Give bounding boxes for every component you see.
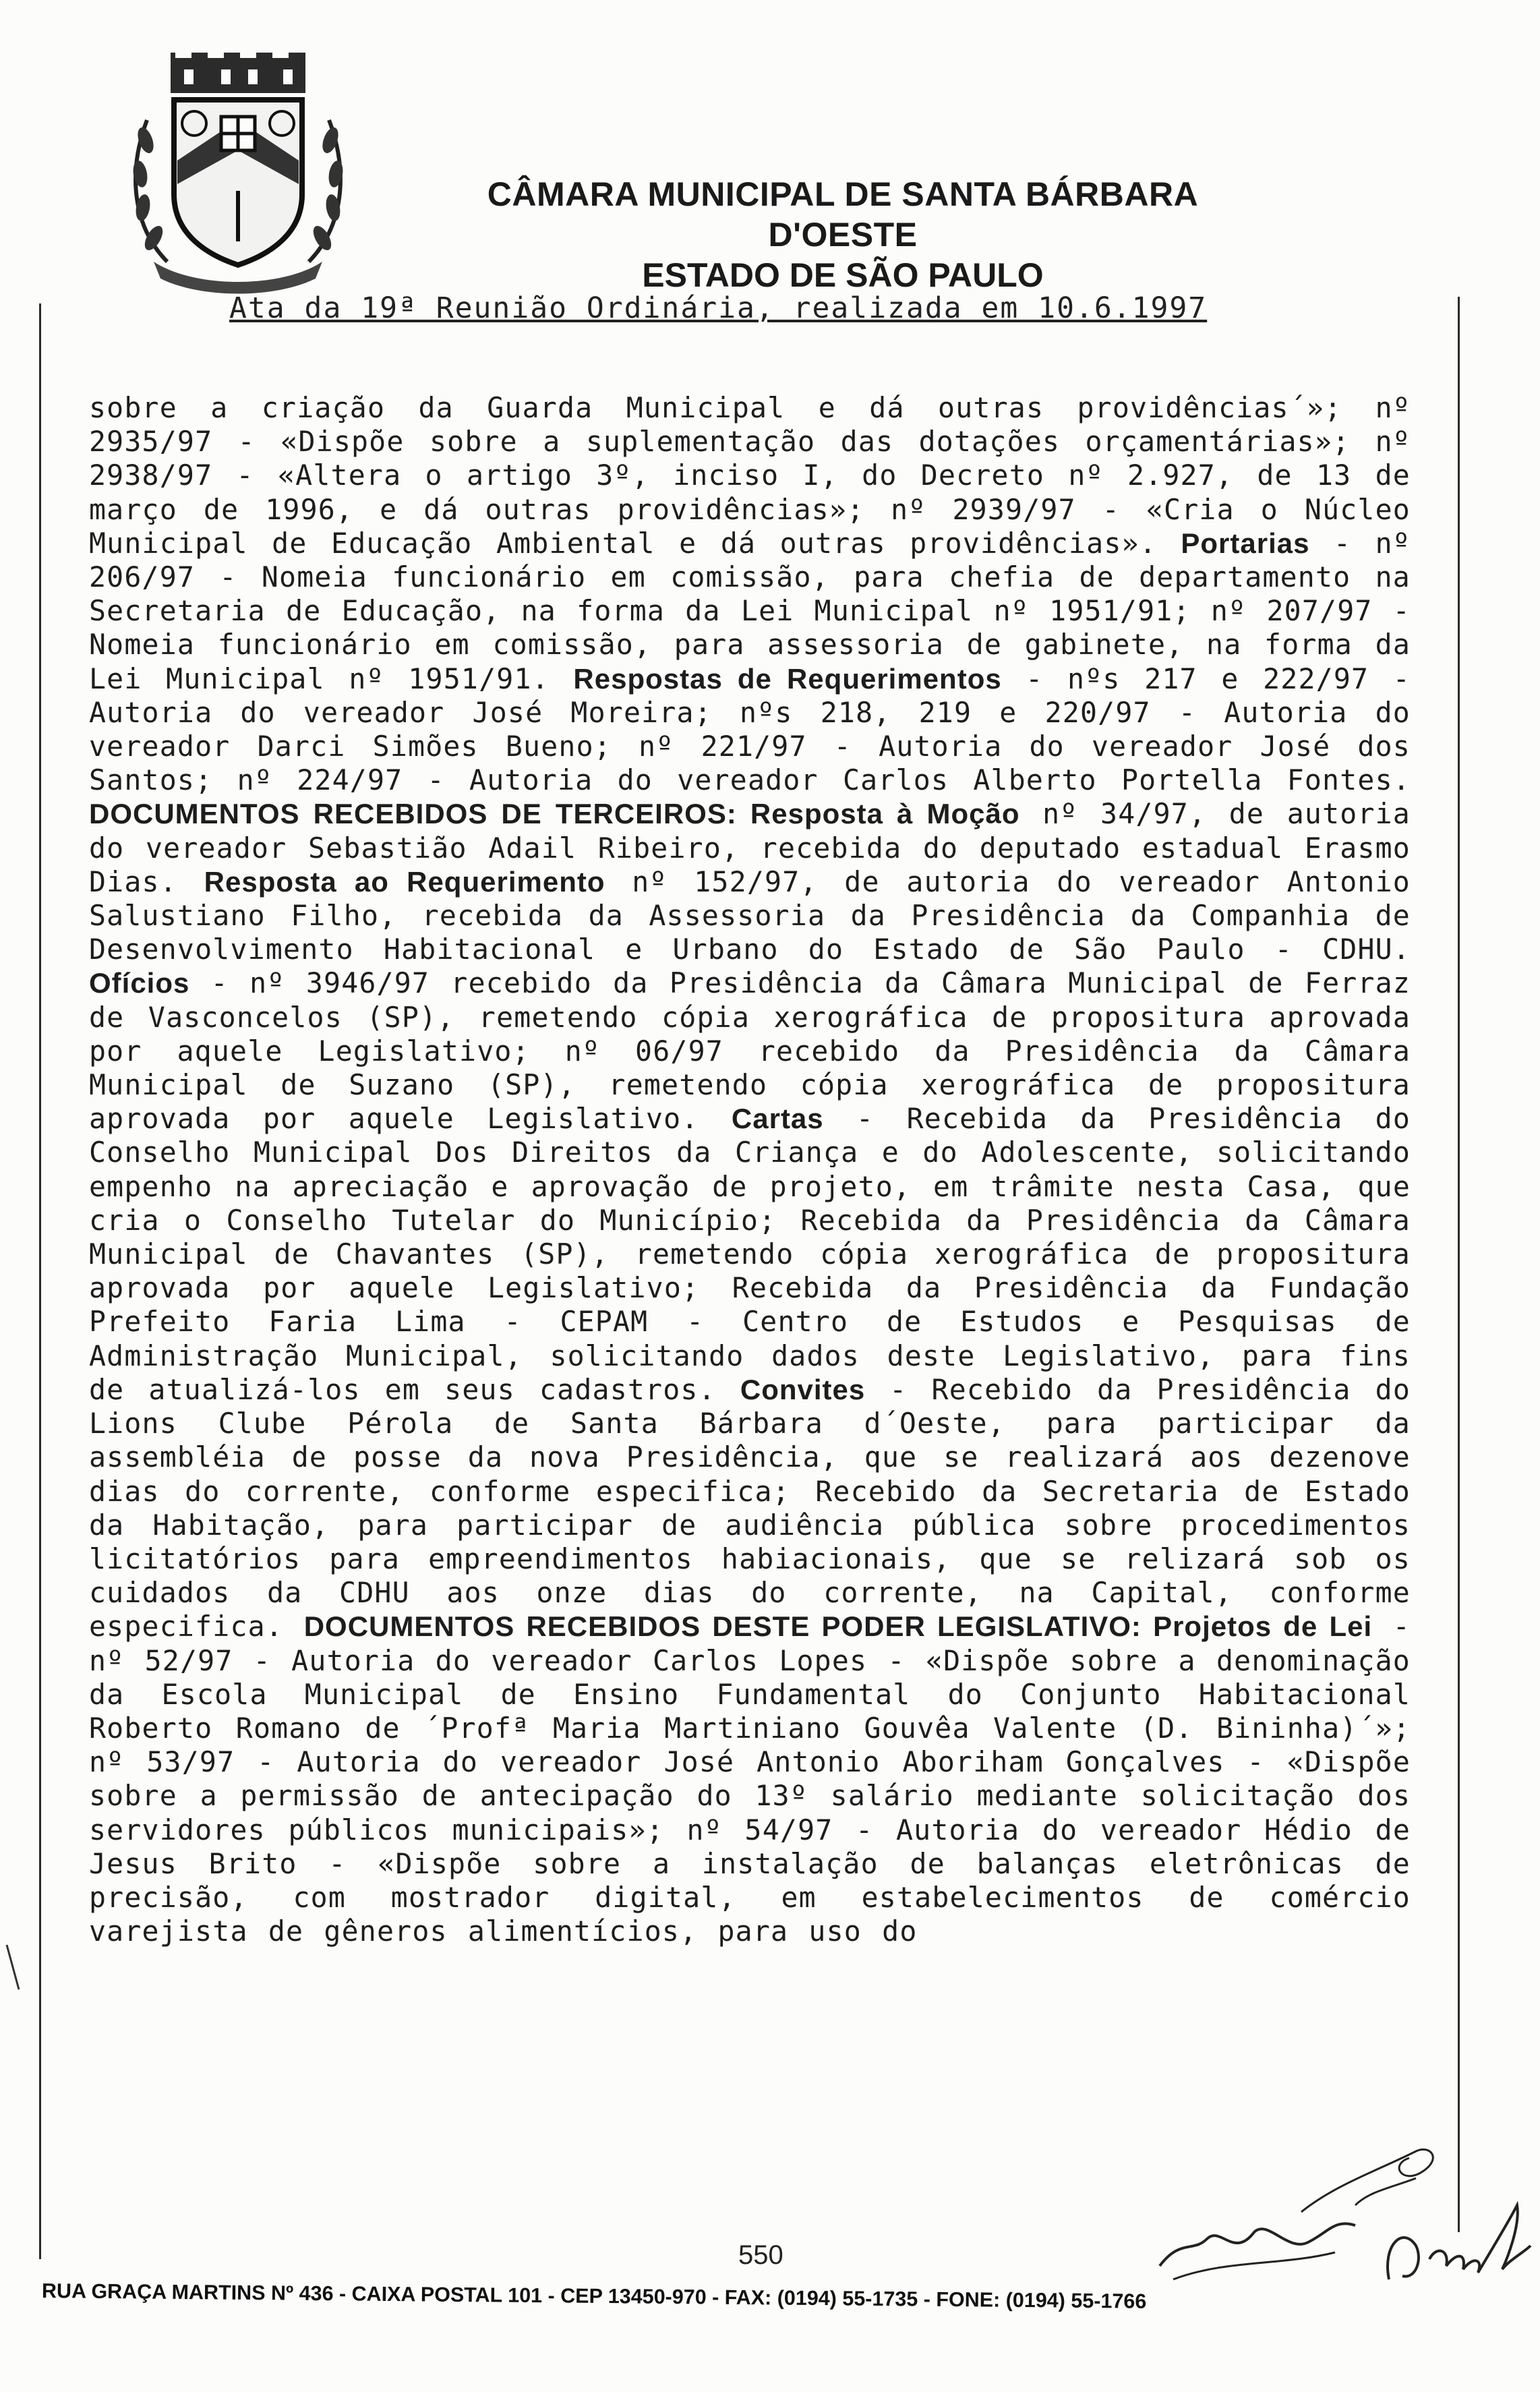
minutes-title: Ata da 19ª Reunião Ordinária, realizada em 10.6.1997 — [229, 291, 1208, 325]
body-paragraph-text: - Recebido da Presidência do Lions Clube Pérola de Santa Bárbara d´Oeste, para participar da assembléia de posse da nova Presidência, que se realizará aos dezenove dias do corrente, conforme especifica; Recebido da Secretaria de Estado da Habitação, para participar de audiência pública sobre procedimentos licitatórios para empreendimentos habiacionais, que se relizará sob os cuidados da CDHU aos onze dias do corrente, na Capital, conforme especifica. — [89, 1372, 1411, 1643]
body-paragraph-text: nº 152/97, de autoria do vereador Antonio Salustiano Filho, recebida da Assessoria da Presidência da Companhia de Desenvolvimento Habitacional e Urbano do Estado de São Paulo - CDHU. — [89, 865, 1411, 966]
section-heading: Ofícios — [89, 967, 190, 999]
section-heading: Portarias — [1181, 527, 1310, 559]
page-number: 550 — [738, 2240, 783, 2270]
section-heading: Convites — [740, 1373, 866, 1405]
section-heading: DOCUMENTOS RECEBIDOS DESTE PODER LEGISLATIVO: Projetos de Lei — [303, 1610, 1373, 1643]
state-name: ESTADO DE SÃO PAULO — [642, 256, 1044, 294]
body-paragraph-text: - Recebida da Presidência do Conselho Municipal Dos Direitos da Criança e do Adolescente, solicitando empenho na apreciação e aprovação de projeto, em trâmite nesta Casa, que cria o Conselho Tutelar do Município; Recebida da Presidência da Câmara Municipal de Chavantes (SP), remetendo cópia xerográfica de propositura aprovada por aquele Legislativo; Recebida da Presidência da Fundação Prefeito Faria Lima - CEPAM - Centro de Estudos e Pesquisas de Administração Municipal, solicitando dados deste Legislativo, para fins de atualizá-los em seus cadastros. — [89, 1102, 1411, 1406]
body-paragraph-text: nº 34/97, de autoria do vereador Sebastião Adail Ribeiro, recebida do deputado estadual Erasmo Dias. — [89, 797, 1411, 898]
section-heading: Respostas de Requerimentos — [573, 662, 1002, 695]
body-paragraph-text: sobre a criação da Guarda Municipal e dá outras providências´»; nº 2935/97 - «Dispõe sobre a suplementação das dotações orçamentárias»; nº 2938/97 - «Altera o artigo 3º, inciso I, do Decreto nº 2.927, de 13 de março de 1996, e dá outras providências»; nº 2939/97 - «Cria o Núcleo Municipal de Educação Ambiental e dá outras providências». — [89, 391, 1411, 560]
footer-address: RUA GRAÇA MARTINS Nº 436 - CAIXA POSTAL 101 - CEP 13450-970 - FAX: (0194) 55-1735 - FONE: (0194) 55-1766 — [41, 2279, 1147, 2313]
body-paragraph-text: - nºs 217 e 222/97 - Autoria do vereador José Moreira; nºs 218, 219 e 220/97 - Autoria do vereador Darci Simões Bueno; nº 221/97 - Autoria do vereador José dos Santos; nº 224/97 - Autoria do vereador Carlos Alberto Portella Fontes. — [89, 662, 1411, 797]
body-paragraph-text: - nº 52/97 - Autoria do vereador Carlos Lopes - «Dispõe sobre a denominação da Escola Municipal de Ensino Fundamental do Conjunto Habitacional Roberto Romano de ´Profª Maria Martiniano Gouvêa Valente (D. Bininha)´»; nº 53/97 - Autoria do vereador José Antonio Aboriham Gonçalves - «Dispõe sobre a permissão de antecipação do 13º salário mediante solicitação dos servidores públicos municipais»; nº 54/97 - Autoria do vereador Hédio de Jesus Brito - «Dispõe sobre a instalação de balanças eletrônicas de precisão, com mostrador digital, em estabelecimentos de comércio varejista de gêneros alimentícios, para uso do — [89, 1610, 1411, 1948]
margin-mark-icon — [4, 1942, 24, 1996]
minutes-body — [89, 391, 1411, 1948]
institution-name: CÂMARA MUNICIPAL DE SANTA BÁRBARA D'OESTE — [487, 175, 1199, 254]
coat-of-arms-icon — [127, 39, 349, 295]
right-margin-rule — [1458, 297, 1460, 2232]
section-heading: Resposta ao Requerimento — [204, 865, 605, 898]
letterhead — [418, 174, 1268, 295]
section-heading: Cartas — [731, 1103, 824, 1135]
signatures-icon — [1133, 2124, 1537, 2313]
left-margin-rule — [39, 303, 41, 2259]
body-paragraph-text: - nº 206/97 - Nomeia funcionário em comissão, para chefia de departamento na Secretaria de Educação, na forma da Lei Municipal nº 1951/91; nº 207/97 - Nomeia funcionário em comissão, para assessoria de gabinete, na forma da Lei Municipal nº 1951/91. — [89, 526, 1411, 695]
body-paragraph-text: - nº 3946/97 recebido da Presidência da Câmara Municipal de Ferraz de Vasconcelos (SP), remetendo cópia xerográfica de propositura aprovada por aquele Legislativo; nº 06/97 recebido da Presidência da Câmara Municipal de Suzano (SP), remetendo cópia xerográfica de propositura aprovada por aquele Legislativo. — [89, 966, 1411, 1136]
section-heading: DOCUMENTOS RECEBIDOS DE TERCEIROS: Resposta à Moção — [89, 798, 1020, 830]
